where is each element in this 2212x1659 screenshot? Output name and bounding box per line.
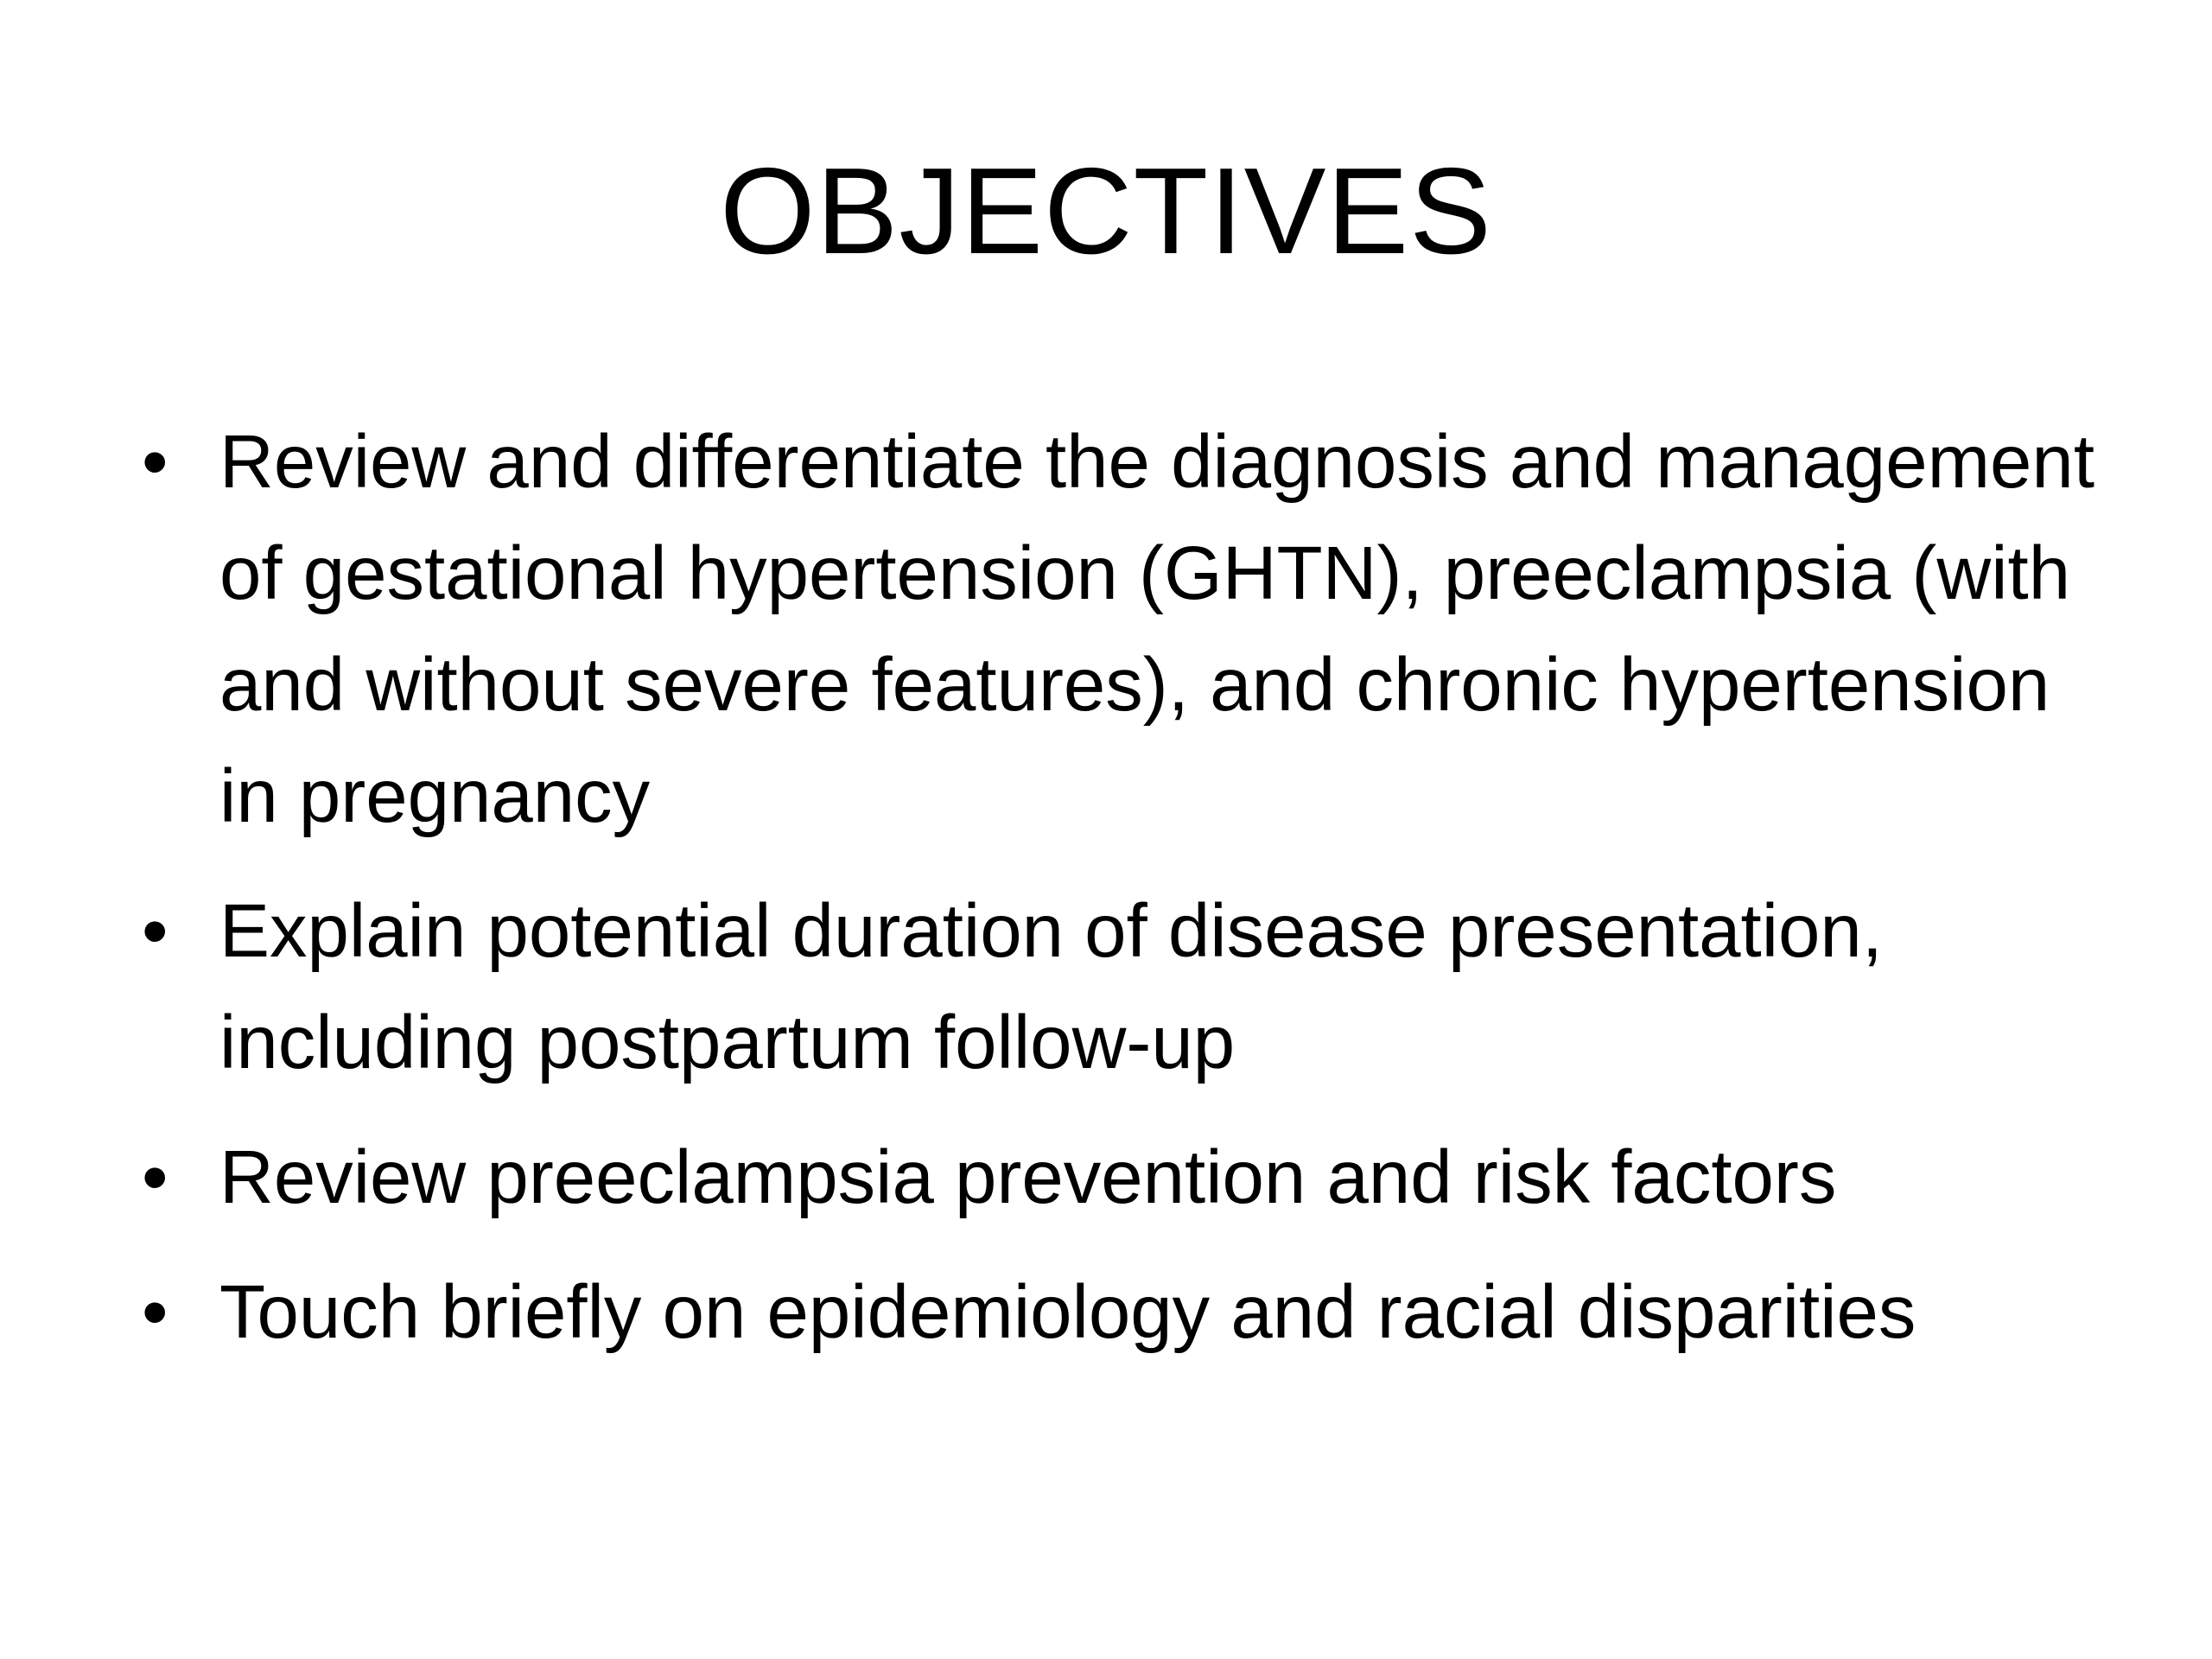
list-item-text: Touch briefly on epidemiology and racial disparities bbox=[219, 1270, 1916, 1354]
list-item-text: Explain potential duration of disease presentation, including postpartum follow-up bbox=[219, 889, 1883, 1084]
list-item-text: Review and differentiate the diagnosis and management of gestational hypertension (GHTN), preeclampsia (with and without severe features), and chronic hypertension in pregnancy bbox=[219, 420, 2094, 838]
list-item bbox=[130, 875, 2117, 1098]
bullet-icon: • bbox=[142, 1135, 168, 1219]
slide-title: OBJECTIVES bbox=[720, 143, 1492, 280]
list-item bbox=[130, 1256, 2117, 1368]
list-item bbox=[130, 406, 2117, 852]
objectives-list bbox=[130, 406, 2117, 1391]
bullet-icon: • bbox=[142, 420, 168, 504]
list-item bbox=[130, 1122, 2117, 1233]
bullet-icon: • bbox=[142, 889, 168, 973]
list-item-text: Review preeclampsia prevention and risk factors bbox=[219, 1135, 1837, 1219]
bullet-icon: • bbox=[142, 1270, 168, 1354]
